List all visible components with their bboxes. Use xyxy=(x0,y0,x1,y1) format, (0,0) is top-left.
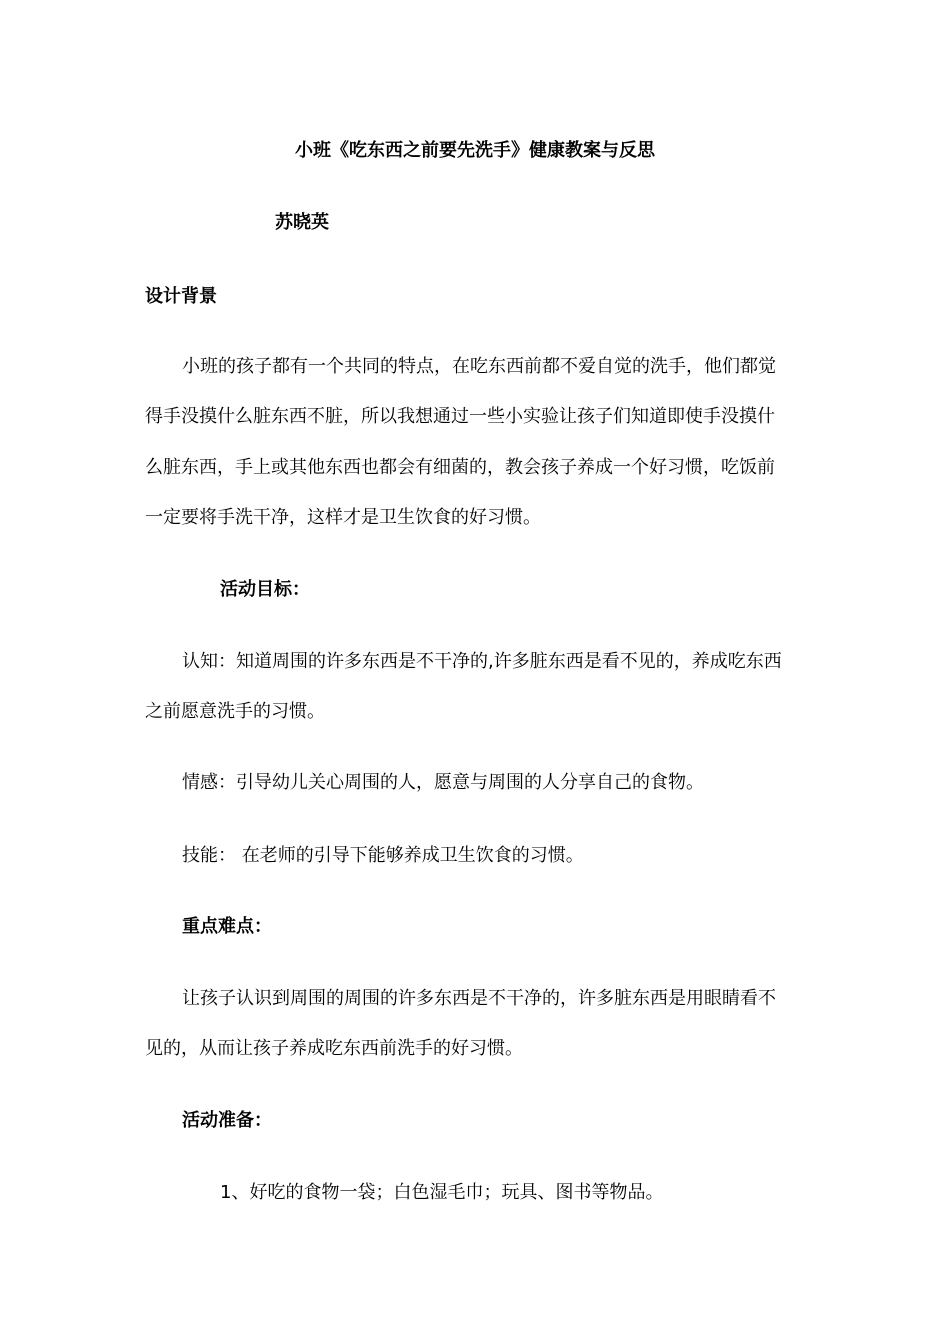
preparation-item: 1、好吃的食物一袋；白色湿毛巾；玩具、图书等物品。 xyxy=(220,1182,664,1203)
goal-emotion: 情感：引导幼儿关心周围的人，愿意与周围的人分享自己的食物。 xyxy=(182,772,704,793)
goal-cognition-line: 之前愿意洗手的习惯。 xyxy=(145,701,325,722)
goal-skill: 技能： 在老师的引导下能够养成卫生饮食的习惯。 xyxy=(182,845,584,866)
goal-cognition-line: 认知：知道周围的许多东西是不干净的,许多脏东西是看不见的，养成吃东西 xyxy=(182,651,782,672)
section-heading-preparation: 活动准备： xyxy=(182,1110,272,1131)
document-title: 小班《吃东西之前要先洗手》健康教案与反思 xyxy=(295,140,655,161)
key-points-line: 见的，从而让孩子养成吃东西前洗手的好习惯。 xyxy=(145,1038,523,1059)
key-points-line: 让孩子认识到周围的周围的许多东西是不干净的，许多脏东西是用眼睛看不 xyxy=(182,988,776,1009)
design-background-line: 得手没摸什么脏东西不脏，所以我想通过一些小实验让孩子们知道即使手没摸什 xyxy=(145,406,775,427)
author-name: 苏晓英 xyxy=(275,212,329,233)
design-background-line: 小班的孩子都有一个共同的特点，在吃东西前都不爱自觉的洗手，他们都觉 xyxy=(182,356,776,377)
section-heading-key-points: 重点难点： xyxy=(182,916,272,937)
section-heading-design-background: 设计背景 xyxy=(145,286,217,307)
design-background-line: 一定要将手洗干净，这样才是卫生饮食的好习惯。 xyxy=(145,507,541,528)
design-background-line: 么脏东西，手上或其他东西也都会有细菌的，教会孩子养成一个好习惯，吃饭前 xyxy=(145,457,775,478)
section-heading-activity-goals: 活动目标： xyxy=(220,579,310,600)
